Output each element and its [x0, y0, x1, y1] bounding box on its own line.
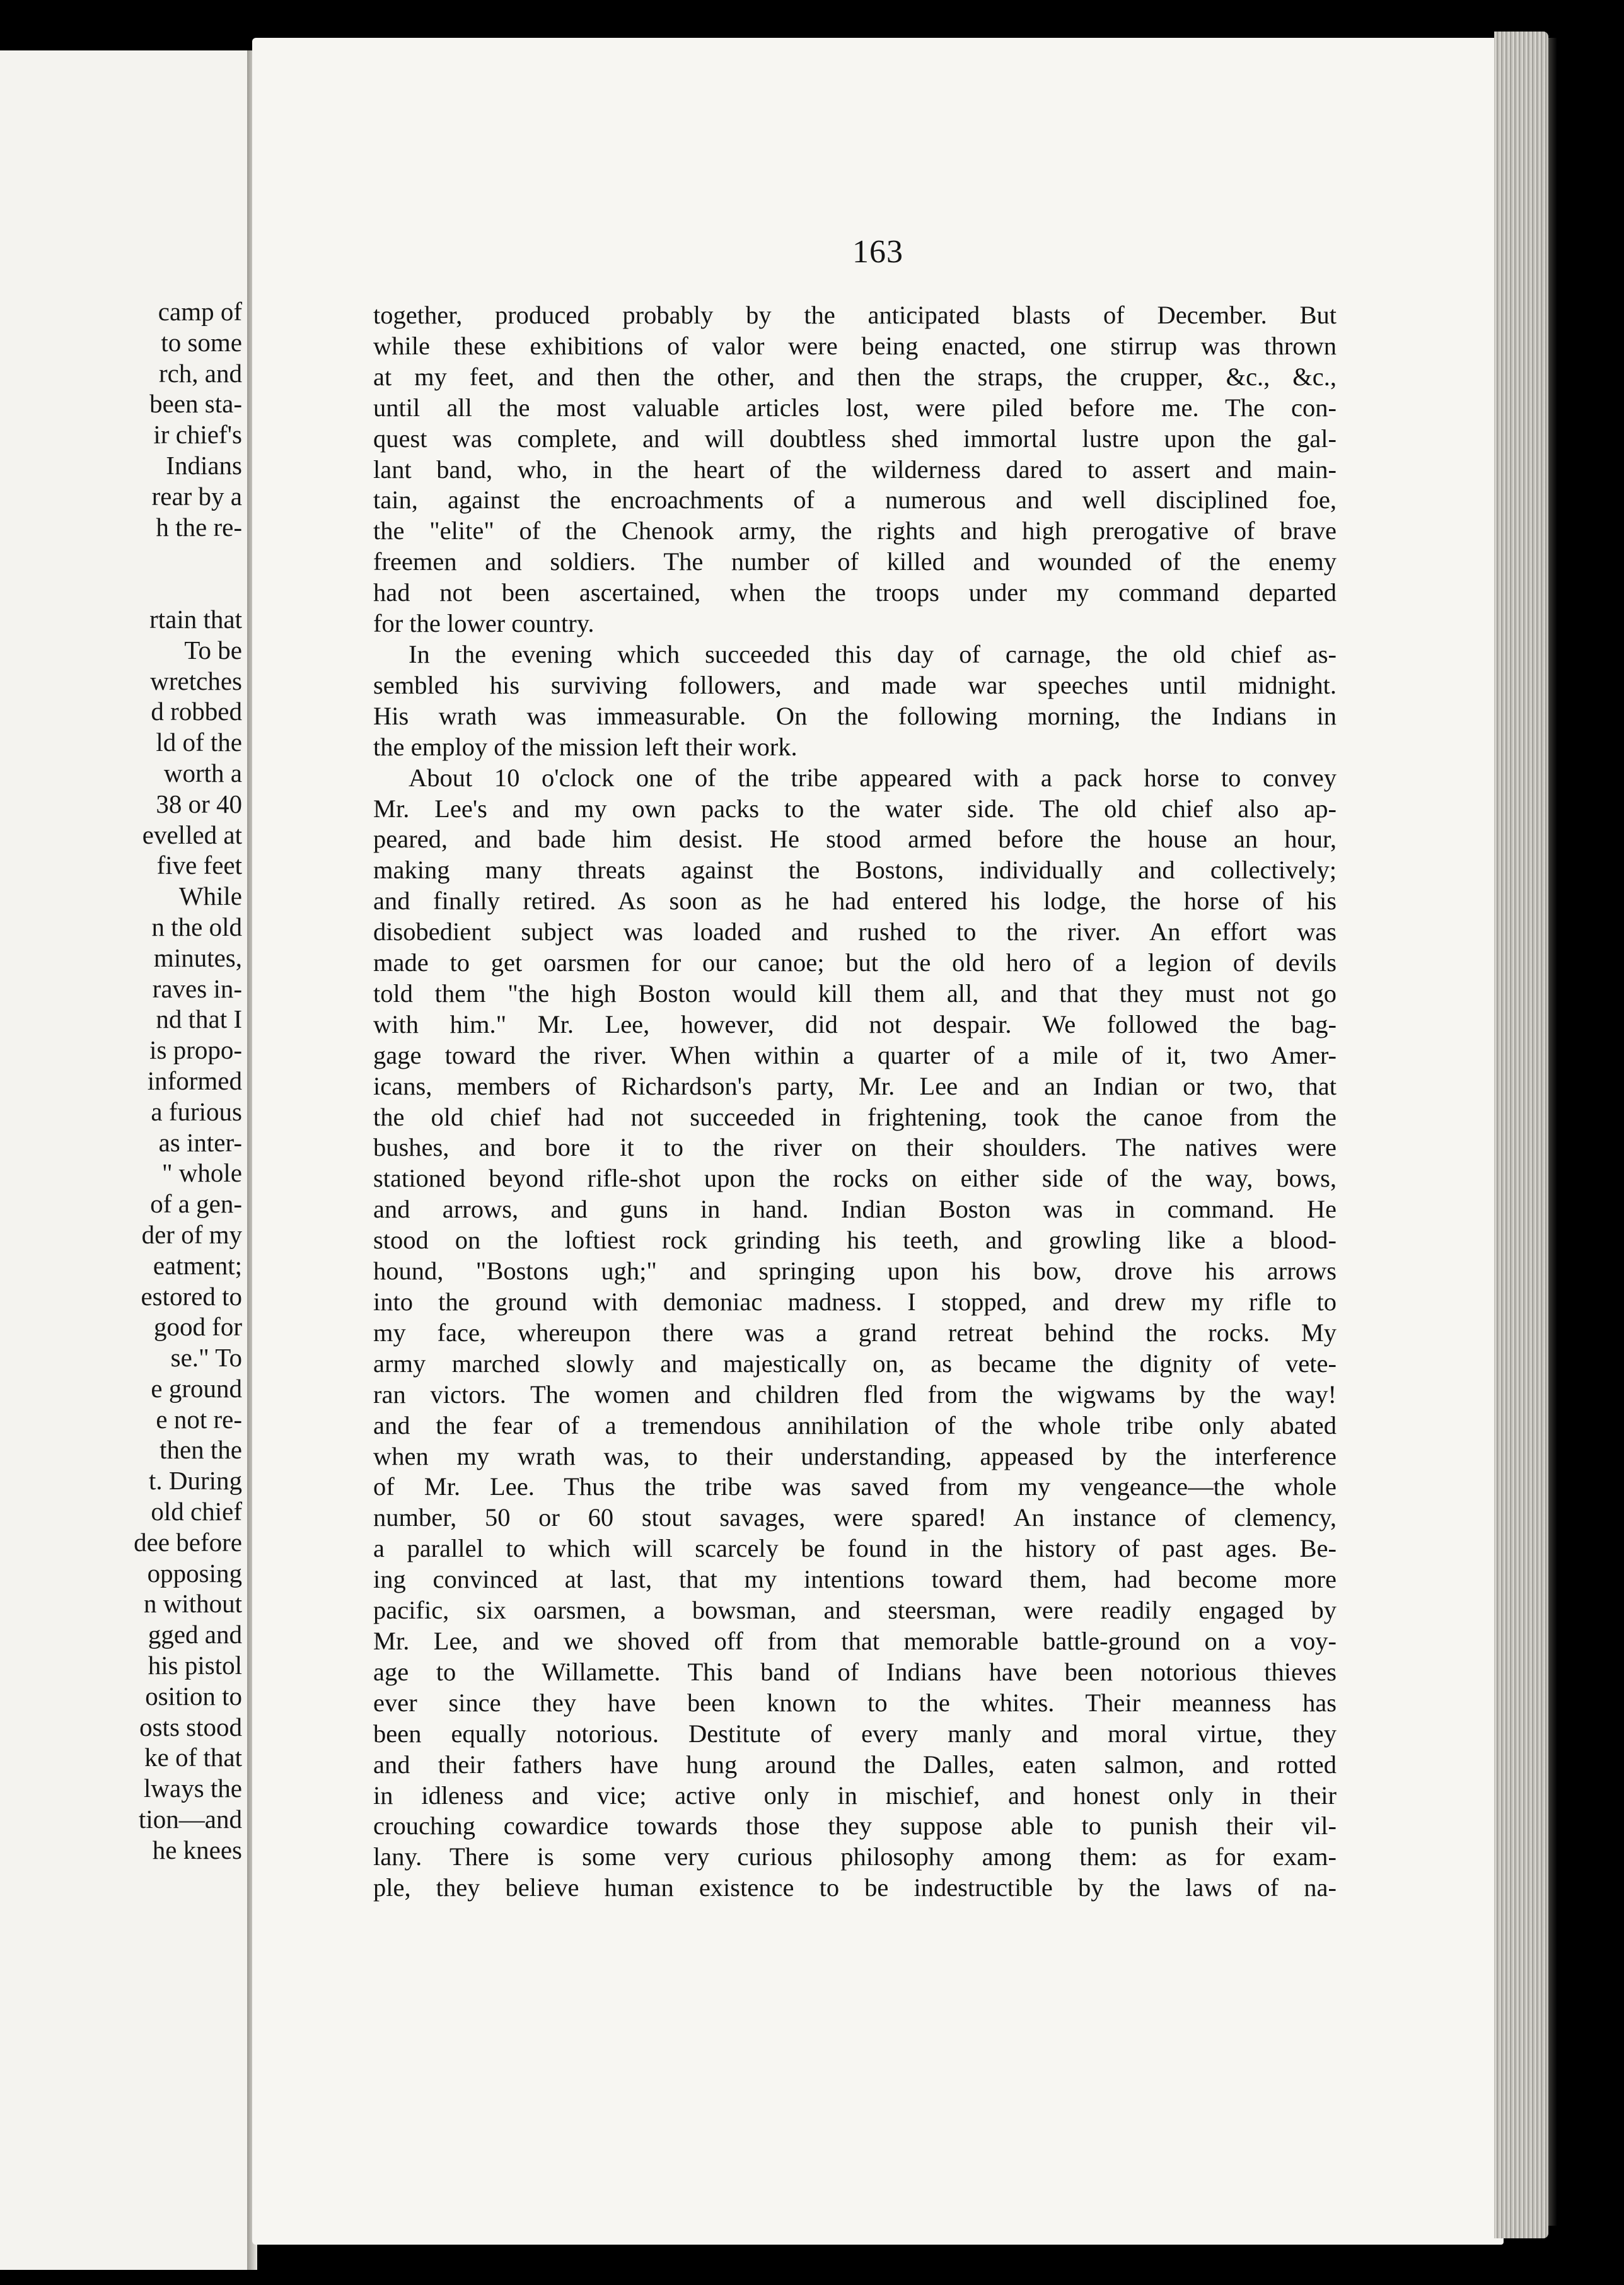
facing-page-line: good for	[153, 1312, 242, 1342]
text-line: while these exhibitions of valor were being enacted, one stirrup was thrown	[373, 331, 1337, 360]
text-line: into the ground with demoniac madness. I stopped, and drew my rifle to	[373, 1288, 1337, 1316]
text-line: and the fear of a tremendous annihilation of the whole tribe only abated	[373, 1410, 1337, 1439]
facing-page-line: n the old	[151, 912, 242, 941]
text-line: lant band, who, in the heart of the wilderness dared to assert and main-	[373, 455, 1337, 484]
facing-page-line: of a gen-	[150, 1189, 242, 1219]
facing-page-line: to some	[161, 327, 242, 357]
text-line: with him." Mr. Lee, however, did not despair. We followed the bag-	[373, 1009, 1337, 1038]
text-line: bushes, and bore it to the river on their shoulders. The natives were	[373, 1133, 1337, 1162]
facing-page-line: e not re-	[156, 1404, 242, 1434]
facing-page-line: To be	[184, 635, 242, 665]
facing-page-line: nd that I	[156, 1004, 242, 1034]
facing-page-line: n without	[143, 1589, 242, 1619]
facing-page-line: der of my	[141, 1219, 242, 1249]
facing-page-line: tion—and	[139, 1805, 242, 1834]
facing-page-line: evelled at	[142, 820, 242, 849]
text-line: gage toward the river. When within a quarter of a mile of it, two Amer-	[373, 1040, 1337, 1069]
text-line: when my wrath was, to their understanding, appeased by the interference	[373, 1441, 1337, 1470]
text-line: tain, against the encroachments of a numerous and well disciplined foe,	[373, 485, 1337, 515]
facing-page-line: osts stood	[139, 1712, 242, 1741]
text-line: stationed beyond rifle-shot upon the rocks on either side of the way, bows,	[373, 1164, 1337, 1193]
text-line: army marched slowly and majestically on, as became the dignity of vete-	[373, 1349, 1337, 1378]
text-line: at my feet, and then the other, and then the straps, the crupper, &c., &c.,	[373, 362, 1337, 391]
page-edge-shadow	[1548, 38, 1557, 2226]
text-line: in idleness and vice; active only in mischief, and honest only in their	[373, 1781, 1337, 1810]
facing-page-line: opposing	[147, 1558, 242, 1588]
facing-page-line: his pistol	[148, 1651, 242, 1680]
text-line: a parallel to which will scarcely be found in the history of past ages. Be-	[373, 1534, 1337, 1563]
facing-page-line: as inter-	[158, 1127, 242, 1157]
facing-page-line: rtain that	[149, 604, 242, 634]
text-line: ran victors. The women and children fled from the wigwams by the way!	[373, 1380, 1337, 1409]
text-line: the employ of the mission left their work.	[373, 732, 798, 761]
text-line: In the evening which succeeded this day of carnage, the old chief as-	[409, 639, 1337, 668]
text-line: of Mr. Lee. Thus the tribe was saved from my vengeance—the whole	[373, 1472, 1337, 1501]
text-line: made to get oarsmen for our canoe; but the old hero of a legion of devils	[373, 948, 1337, 977]
text-line: and finally retired. As soon as he had entered his lodge, the horse of his	[373, 887, 1337, 916]
facing-page-line: dee before	[134, 1527, 242, 1557]
text-line: hound, "Bostons ugh;" and springing upon his bow, drove his arrows	[373, 1257, 1337, 1286]
text-line: my face, whereupon there was a grand retreat behind the rocks. My	[373, 1318, 1337, 1347]
facing-page-line: he knees	[152, 1835, 242, 1864]
text-line: had not been ascertained, when the troops under my command departed	[373, 578, 1337, 607]
facing-page-line: lways the	[144, 1774, 242, 1803]
facing-page-text-fragment	[0, 296, 242, 1866]
facing-page-line: While	[178, 881, 242, 911]
facing-page-line: been sta-	[149, 389, 242, 419]
facing-page-line	[0, 542, 242, 573]
text-line: peared, and bade him desist. He stood armed before the house an hour,	[373, 825, 1337, 854]
text-line: and arrows, and guns in hand. Indian Boston was in command. He	[373, 1195, 1337, 1224]
text-line: age to the Willamette. This band of Indians have been notorious thieves	[373, 1657, 1337, 1686]
facing-page-line: worth a	[163, 758, 242, 788]
text-line: ever since they have been known to the whites. Their meanness has	[373, 1688, 1337, 1717]
text-line: disobedient subject was loaded and rushed to the river. An effort was	[373, 917, 1337, 946]
text-line: About 10 o'clock one of the tribe appeared with a pack horse to convey	[409, 763, 1337, 792]
text-line: Mr. Lee's and my own packs to the water side. The old chief also ap-	[373, 794, 1337, 823]
text-line: making many threats against the Bostons, individually and collectively;	[373, 856, 1337, 885]
facing-page-line: camp of	[158, 297, 242, 326]
facing-page-line: rear by a	[151, 481, 242, 511]
facing-page-line: rch, and	[158, 358, 242, 388]
facing-page-line: minutes,	[153, 943, 242, 972]
facing-page-line: se." To	[170, 1343, 242, 1373]
page-number: 163	[852, 234, 903, 270]
text-line: for the lower country.	[373, 609, 594, 638]
facing-page-line: 38 or 40	[156, 789, 242, 818]
text-line: lany. There is some very curious philosophy among them: as for exam-	[373, 1842, 1337, 1871]
page-body-text	[373, 300, 1337, 1904]
facing-page-line: " whole	[161, 1158, 242, 1188]
text-line: quest was complete, and will doubtless shed immortal lustre upon the gal-	[373, 424, 1337, 453]
facing-page-line: then the	[160, 1435, 242, 1465]
text-line: crouching cowardice towards those they suppose able to punish their vil-	[373, 1811, 1337, 1840]
facing-page-line: Indians	[166, 450, 242, 480]
text-line: until all the most valuable articles lost, were piled before me. The con-	[373, 393, 1337, 422]
text-line: stood on the loftiest rock grinding his teeth, and growling like a blood-	[373, 1226, 1337, 1255]
text-line: told them "the high Boston would kill them all, and that they must not go	[373, 979, 1337, 1008]
text-line: pacific, six oarsmen, a bowsman, and steersman, were readily engaged by	[373, 1596, 1337, 1625]
text-line: the old chief had not succeeded in frightening, took the canoe from the	[373, 1102, 1337, 1131]
facing-page-line: old chief	[151, 1497, 242, 1526]
facing-page-line: t. During	[148, 1466, 242, 1496]
text-line: ing convinced at last, that my intentions toward them, had become more	[373, 1565, 1337, 1594]
facing-page-line: wretches	[150, 666, 242, 695]
facing-page-line: ir chief's	[153, 420, 242, 450]
facing-page-line: d robbed	[151, 697, 242, 726]
page-fore-edge	[1494, 32, 1548, 2238]
text-line: Mr. Lee, and we shoved off from that memorable battle-ground on a voy-	[373, 1626, 1337, 1655]
text-line: His wrath was immeasurable. On the following morning, the Indians in	[373, 701, 1337, 730]
facing-page-line: e ground	[151, 1373, 242, 1403]
text-line: number, 50 or 60 stout savages, were spared! An instance of clemency,	[373, 1503, 1337, 1532]
text-line: together, produced probably by the anticipated blasts of December. But	[373, 301, 1337, 329]
facing-page-line: raves in-	[152, 974, 242, 1003]
page-163	[252, 38, 1504, 2245]
facing-page-line: ke of that	[144, 1743, 242, 1772]
facing-page-left	[0, 50, 248, 2270]
text-line: been equally notorious. Destitute of every manly and moral virtue, they	[373, 1719, 1337, 1748]
facing-page-line: osition to	[145, 1681, 242, 1711]
text-line: sembled his surviving followers, and made war speeches until midnight.	[373, 670, 1337, 699]
facing-page-line: ld of the	[156, 728, 242, 757]
facing-page-line: gged and	[148, 1620, 242, 1649]
facing-page-line: a furious	[151, 1096, 242, 1126]
facing-page-line: eatment;	[153, 1250, 242, 1280]
facing-page-line: five feet	[156, 851, 242, 880]
text-line: freemen and soldiers. The number of killed and wounded of the enemy	[373, 547, 1337, 576]
facing-page-line	[0, 573, 242, 604]
text-line: ple, they believe human existence to be indestructible by the laws of na-	[373, 1873, 1337, 1902]
facing-page-line: h the re-	[156, 512, 242, 542]
text-line: icans, members of Richardson's party, Mr. Lee and an Indian or two, that	[373, 1071, 1337, 1100]
facing-page-line: is propo-	[149, 1035, 242, 1065]
text-line: and their fathers have hung around the Dalles, eaten salmon, and rotted	[373, 1750, 1337, 1779]
facing-page-line: informed	[147, 1066, 242, 1095]
facing-page-line: estored to	[141, 1281, 242, 1311]
text-line: the "elite" of the Chenook army, the rights and high prerogative of brave	[373, 516, 1337, 545]
